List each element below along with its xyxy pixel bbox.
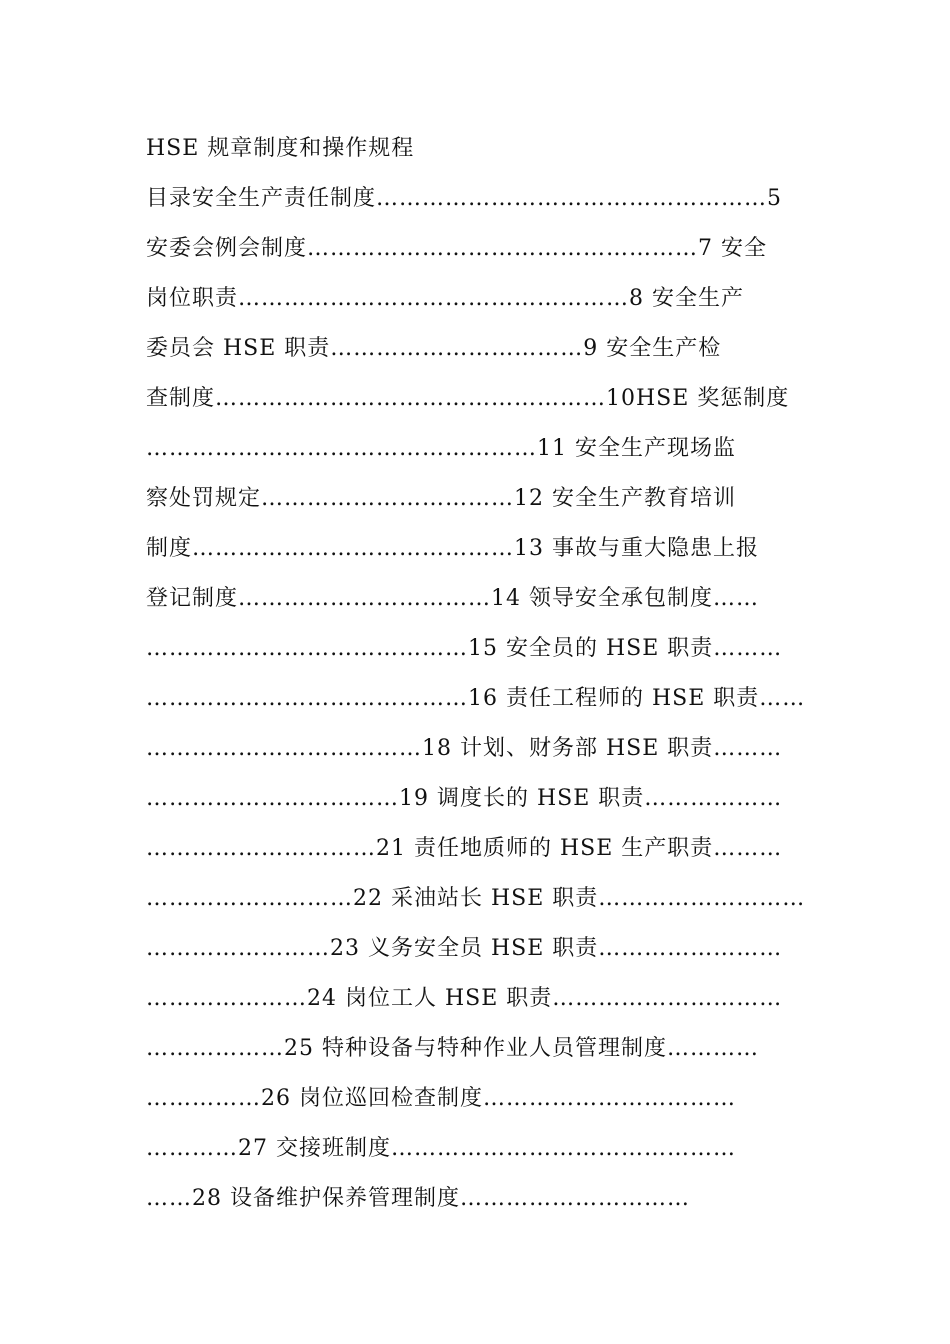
toc-line: ……………………………………16 责任工程师的 HSE 职责…… [146,686,806,711]
toc-line: ……………………………19 调度长的 HSE 职责……………… [146,786,783,811]
toc-line: ……………………23 义务安全员 HSE 职责…………………… [146,936,783,961]
toc-line: ……………………………………15 安全员的 HSE 职责……… [146,636,783,661]
toc-line: ……………26 岗位巡回检查制度…………………………… [146,1086,736,1111]
toc-line: …………………24 岗位工人 HSE 职责………………………… [146,986,783,1011]
toc-line: 委员会 HSE 职责……………………………9 安全生产检 [146,336,722,361]
toc-line: 制度……………………………………13 事故与重大隐患上报 [146,536,759,561]
toc-line: ………………………………18 计划、财务部 HSE 职责……… [146,736,783,761]
toc-line: ……………………………………………11 安全生产现场监 [146,436,736,461]
toc-line: 目录安全生产责任制度……………………………………………5 [146,186,782,211]
document-title: HSE 规章制度和操作规程 [146,136,415,161]
toc-line: ………………25 特种设备与特种作业人员管理制度………… [146,1036,759,1061]
toc-line: ……28 设备维护保养管理制度………………………… [146,1186,690,1211]
toc-line: …………27 交接班制度……………………………………… [146,1136,736,1161]
toc-line: 察处罚规定……………………………12 安全生产教育培训 [146,486,736,511]
toc-line: 查制度……………………………………………10HSE 奖惩制度 [146,386,790,411]
toc-line: …………………………21 责任地质师的 HSE 生产职责……… [146,836,783,861]
toc-line: 登记制度……………………………14 领导安全承包制度…… [146,586,759,611]
toc-line: 安委会例会制度……………………………………………7 安全 [146,236,767,261]
toc-line: ………………………22 采油站长 HSE 职责……………………… [146,886,806,911]
toc-line: 岗位职责……………………………………………8 安全生产 [146,286,744,311]
